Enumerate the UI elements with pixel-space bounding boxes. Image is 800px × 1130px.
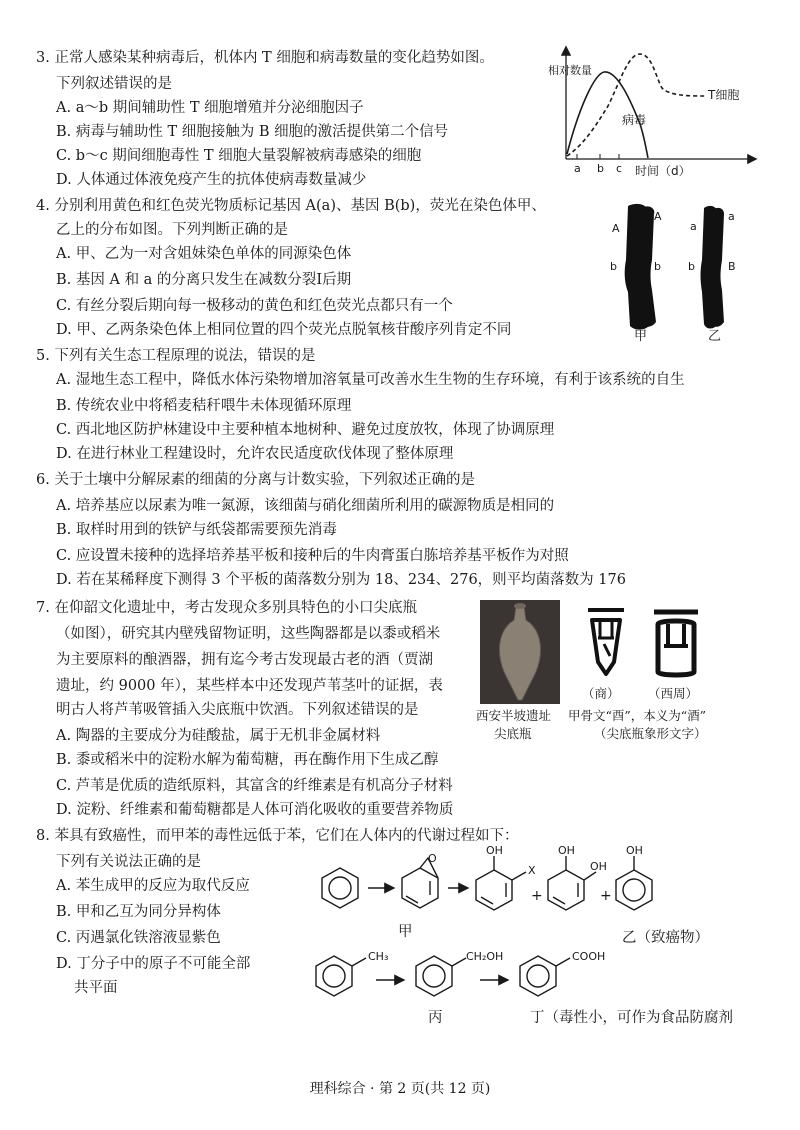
label-jia: 甲 xyxy=(634,329,648,344)
epoxide-o: O xyxy=(428,852,437,865)
q4-option-c: C. 有丝分裂后期向每一极移动的黄色和红色荧光点都只有一个 xyxy=(56,298,453,314)
q6-option-d: D. 若在某稀释度下测得 3 个平板的菌落数分别为 18、234、276，则平均菌落数为 176 xyxy=(56,572,626,588)
q3-option-a: A. a～b 期间辅助性 T 细胞增殖并分泌细胞因子 xyxy=(56,100,364,116)
q7-option-b: B. 黍或稻米中的淀粉水解为葡萄糖，再在酶作用下生成乙醇 xyxy=(56,752,439,768)
jar-caption-1: 西安半坡遗址 xyxy=(476,708,552,723)
label-B-right: B xyxy=(728,260,736,273)
ch3-label: CH₃ xyxy=(368,950,389,963)
q5-option-c: C. 西北地区防护林建设中主要种植本地树种、避免过度放牧，体现了协调原理 xyxy=(56,422,555,438)
q3-option-d: D. 人体通过体液免疫产生的抗体使病毒数量减少 xyxy=(56,172,367,188)
oracle-char-shang xyxy=(584,604,628,678)
label-xizhou: （西周） xyxy=(648,686,699,701)
q8-stem: 8. 苯具有致癌性，而甲苯的毒性远低于苯，它们在人体内的代谢过程如下： xyxy=(36,828,519,844)
q5-stem: 5. 下列有关生态工程原理的说法，错误的是 xyxy=(36,348,316,364)
label-b-left-yi: b xyxy=(688,260,695,273)
plus-1: + xyxy=(531,888,543,904)
q3-virus-tcell-graph xyxy=(540,44,770,184)
q8-option-b: B. 甲和乙互为同分异构体 xyxy=(56,904,221,920)
toluene-ring xyxy=(316,956,352,996)
x-label: X xyxy=(528,864,536,877)
q8-option-d: D. 丁分子中的原子不可能全部 xyxy=(56,956,251,972)
q7-stem-4: 遗址，约 9000 年），某些样本中还发现芦苇茎叶的证据，表 xyxy=(56,678,443,694)
q4-option-a: A. 甲、乙为一对含姐妹染色单体的同源染色体 xyxy=(56,246,352,262)
q4-chromosome-figure xyxy=(606,200,766,345)
benzoic-acid-ring xyxy=(520,956,556,996)
q4-stem-2: 乙上的分布如图。下列判断正确的是 xyxy=(56,222,288,238)
q3-stem: 3. 正常人感染某种病毒后，机体内 T 细胞和病毒数量的变化趋势如图。 xyxy=(36,50,494,66)
q3-option-c: C. b～c 期间细胞毒性 T 细胞大量裂解被病毒感染的细胞 xyxy=(56,148,422,164)
q6-option-b: B. 取样时用到的铁铲与纸袋都需要预先消毒 xyxy=(56,522,337,538)
virus-label: 病毒 xyxy=(622,113,647,127)
label-a-left: a xyxy=(690,220,697,233)
t-cell-label: T细胞 xyxy=(708,88,740,102)
q4-option-b: B. 基因 A 和 a 的分离只发生在减数分裂Ⅰ后期 xyxy=(56,272,352,288)
jar-photo xyxy=(480,600,560,704)
benzyl-alcohol-ring xyxy=(416,956,452,996)
oh-3: OH xyxy=(590,860,607,873)
plus-2: + xyxy=(600,888,612,904)
q7-option-a: A. 陶器的主要成分为硅酸盐，属于无机非金属材料 xyxy=(56,728,381,744)
oh-4: OH xyxy=(626,844,643,857)
oh-1: OH xyxy=(486,844,503,857)
q7-option-d: D. 淀粉、纤维素和葡萄糖都是人体可消化吸收的重要营养物质 xyxy=(56,802,454,818)
phenol-ring xyxy=(616,870,652,910)
cooh-label: COOH xyxy=(572,950,606,963)
q7-option-c: C. 芦苇是优质的造纸原料，其富含的纤维素是有机高分子材料 xyxy=(56,778,453,794)
y-axis-label: 相对数量 xyxy=(548,64,592,77)
oracle-char-xizhou xyxy=(650,606,702,680)
tick-b: b xyxy=(597,162,604,175)
label-yi: 乙 xyxy=(708,329,722,344)
label-ding-compound: 丁（毒性小，可作为食品防腐剂 xyxy=(530,1010,733,1026)
q8-stem-2: 下列有关说法正确的是 xyxy=(56,854,201,870)
q3-option-b: B. 病毒与辅助性 T 细胞接触为 B 细胞的激活提供第二个信号 xyxy=(56,124,449,140)
q7-stem-2: （如图），研究其内壁残留物证明，这些陶器都是以黍或稻米 xyxy=(56,626,441,642)
q6-option-c: C. 应设置未接种的选择培养基平板和接种后的牛肉膏蛋白胨培养基平板作为对照 xyxy=(56,548,569,564)
label-A-right: A xyxy=(654,210,662,223)
oh-2: OH xyxy=(558,844,575,857)
tick-c: c xyxy=(616,162,623,175)
q5-option-b: B. 传统农业中将稻麦秸秆喂牛未体现循环原理 xyxy=(56,398,352,414)
oracle-caption-1: 甲骨文“酉”，本义为“酒” xyxy=(568,708,707,723)
tick-a: a xyxy=(574,162,581,175)
q7-stem-1: 7. 在仰韶文化遗址中，考古发现众多别具特色的小口尖底瓶 xyxy=(36,600,417,616)
q8-option-a: A. 苯生成甲的反应为取代反应 xyxy=(56,878,250,894)
q7-stem-5: 明古人将芦苇吸管插入尖底瓶中饮酒。下列叙述错误的是 xyxy=(56,702,419,718)
label-b-right: b xyxy=(654,260,661,273)
q8-option-d-cont: 共平面 xyxy=(74,980,118,996)
q7-stem-3: 为主要原料的酿酒器，拥有迄今考古发现最古老的酒（贾湖 xyxy=(56,652,433,668)
q5-option-a: A. 湿地生态工程中，降低水体污染物增加溶氧量可改善水生生物的生存环境，有利于该系统的自生 xyxy=(56,372,685,388)
label-b-left: b xyxy=(610,260,617,273)
q4-option-d: D. 甲、乙两条染色体上相同位置的四个荧光点脱氧核苷酸序列肯定不同 xyxy=(56,322,512,338)
q4-stem: 4. 分别利用黄色和红色荧光物质标记基因 A(a)、基因 B(b)，荧光在染色体甲、 xyxy=(36,198,546,214)
epoxide-ring xyxy=(402,868,438,908)
oracle-caption-2: （尖底瓶象形文字） xyxy=(594,726,707,741)
q5-option-d: D. 在进行林业工程建设时，允许农民适度砍伐体现了整体原理 xyxy=(56,446,454,462)
label-shang: （商） xyxy=(582,686,620,701)
page-footer: 理科综合 · 第 2 页(共 12 页) xyxy=(309,1081,491,1097)
q3-stem-2: 下列叙述错误的是 xyxy=(56,76,172,92)
jar-caption-2: 尖底瓶 xyxy=(494,726,532,741)
q6-stem: 6. 关于土壤中分解尿素的细菌的分离与计数实验，下列叙述正确的是 xyxy=(36,472,475,488)
label-yi-compound: 乙（致癌物） xyxy=(622,930,709,946)
label-A-left: A xyxy=(612,222,620,235)
ch2oh-label: CH₂OH xyxy=(466,950,504,963)
benzene-ring xyxy=(322,868,358,908)
label-bing-compound: 丙 xyxy=(428,1010,443,1026)
q6-option-a: A. 培养基应以尿素为唯一氮源，该细菌与硝化细菌所利用的碳源物质是相同的 xyxy=(56,498,555,514)
label-jia-compound: 甲 xyxy=(398,924,413,940)
label-a-right: a xyxy=(728,210,735,223)
x-axis-label: 时间（d） xyxy=(635,164,691,178)
q8-option-c: C. 丙遇氯化铁溶液显紫色 xyxy=(56,930,221,946)
